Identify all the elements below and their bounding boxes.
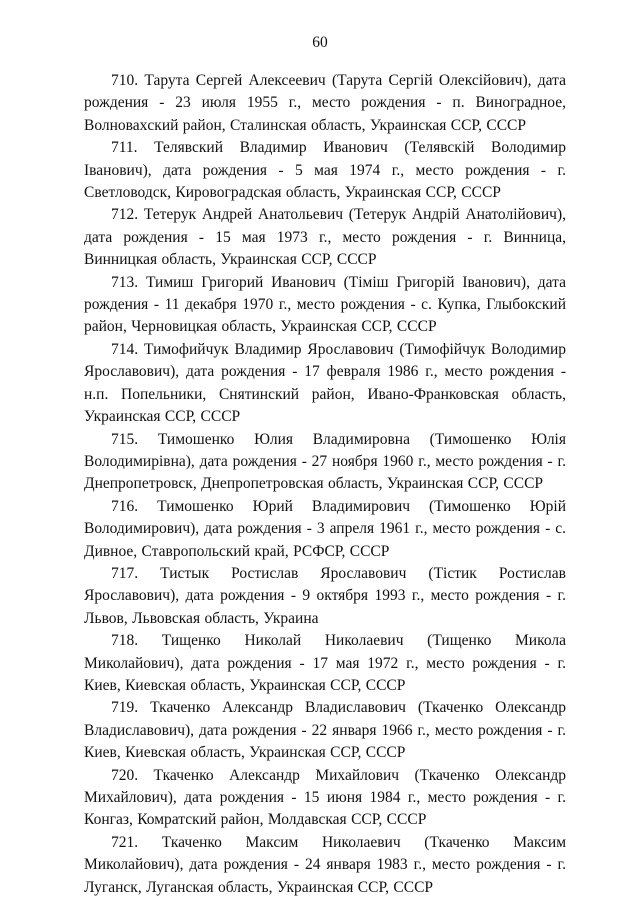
list-item-718: 718. Тищенко Николай Николаевич (Тищенко Микола Миколайович), дата рождения - 17 мая 1972 г., место рождения - г. Киев, Киевская область, Украинская ССР, СССР bbox=[84, 632, 566, 694]
entry-list bbox=[84, 70, 566, 899]
list-item-716: 716. Тимошенко Юрий Владимирович (Тимошенко Юрій Володимирович), дата рождения - 3 апреля 1961 г., место рождения - с. Дивное, Ставропольский край, РСФСР, СССР bbox=[84, 497, 566, 560]
list-item-713: 713. Тимиш Григорий Иванович (Тіміш Григорій Іванович), дата рождения - 11 декабря 1970 г., место рождения - с. Купка, Глыбокский район, Черновицкая область, Украинская ССР, СССР bbox=[84, 273, 566, 336]
list-item-719: 719. Ткаченко Александр Владиславович (Ткаченко Олександр Владиславович), дата рождения - 22 января 1966 г., место рождения - г. Киев, Киевская область, Украинская ССР, СССР bbox=[84, 699, 566, 762]
list-item-712: 712. Тетерук Андрей Анатольевич (Тетерук Андрій Анатолійович), дата рождения - 15 мая 1973 г., место рождения - г. Винница, Винницкая область, Украинская ССР, СССР bbox=[84, 206, 566, 269]
list-item-711: 711. Телявский Владимир Иванович (Телявскій Володимир Іванович), дата рождения - 5 мая 1974 г., место рождения - г. Светловодск, Кировоградская область, Украинская ССР, СССР bbox=[84, 139, 566, 202]
list-item-714: 714. Тимофийчук Владимир Ярославович (Тимофійчук Володимир Ярославович), дата рождения - 17 февраля 1986 г., место рождения - н.п. Попельники, Снятинский район, Ивано-Франковская область, Украинская ССР, СССР bbox=[84, 340, 566, 426]
page-number: 60 bbox=[312, 34, 328, 51]
list-item-720: 720. Ткаченко Александр Михайлович (Ткаченко Олександр Михайлович), дата рождения - 15 июня 1984 г., место рождения - г. Конгаз, Комратский район, Молдавская ССР, СССР bbox=[84, 766, 566, 829]
list-item-710: 710. Тарута Сергей Алексеевич (Тарута Сергій Олексійович), дата рождения - 23 июля 1955 г., место рождения - п. Виноградное, Волноваxский район, Сталинская область, Украинская ССР, СССР bbox=[84, 72, 566, 134]
list-item-715: 715. Тимошенко Юлия Владимировна (Тимошенко Юлія Володимирівна), дата рождения - 27 ноября 1960 г., место рождения - г. Днепропетровск, Днепропетровская область, Украинская ССР, СССР bbox=[84, 430, 566, 493]
list-item-721: 721. Ткаченко Максим Николаевич (Ткаченко Максим Миколайович), дата рождения - 24 января 1983 г., место рождения - г. Луганск, Луганская область, Украинская ССР, СССР bbox=[84, 833, 566, 896]
list-item-717: 717. Тистык Ростислав Ярославович (Тістик Ростислав Ярославович), дата рождения - 9 октября 1993 г., место рождения - г. Львов, Львовская область, Украина bbox=[84, 564, 566, 627]
